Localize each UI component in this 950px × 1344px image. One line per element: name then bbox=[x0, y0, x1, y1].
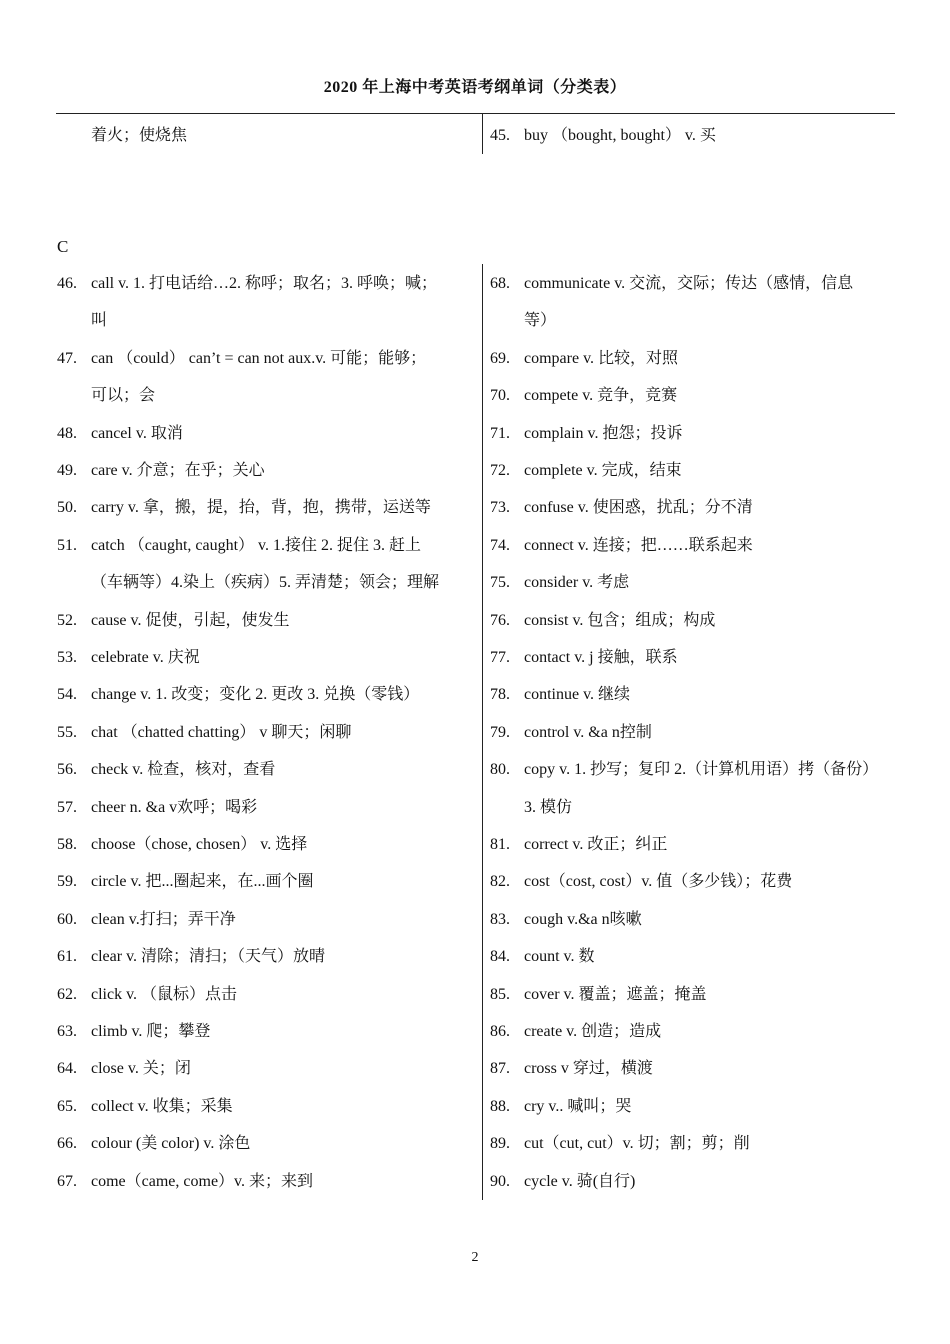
entry-text: continue v. 继续 bbox=[524, 686, 631, 704]
entry-text: collect v. 收集；采集 bbox=[91, 1097, 233, 1115]
entry-text: confuse v. 使困惑，扰乱；分不清 bbox=[524, 499, 753, 517]
entry-number: 56. bbox=[57, 761, 77, 779]
page-title: 2020 年上海中考英语考纲单词（分类表） bbox=[323, 79, 627, 96]
entry-number: 80. bbox=[490, 761, 510, 779]
entry-text: correct v. 改正；纠正 bbox=[524, 836, 668, 853]
entry-number: 46. bbox=[57, 275, 77, 292]
entry-number: 58. bbox=[57, 836, 77, 853]
entry-text: cycle v. 骑(自行) bbox=[524, 1172, 636, 1190]
entry-number: 79. bbox=[490, 723, 510, 741]
entry-text: choose（chose, chosen） v. 选择 bbox=[91, 836, 308, 853]
entry-number: 69. bbox=[490, 349, 510, 367]
entry-text: clean v.打扫；弄干净 bbox=[91, 910, 236, 928]
entry-text: can （could） can’t = can not aux.v. 可能；能够； bbox=[91, 349, 427, 367]
entry-number: 52. bbox=[57, 611, 77, 629]
entry-text: check v. 检查，核对，查看 bbox=[91, 761, 276, 779]
entry-number: 59. bbox=[57, 873, 77, 891]
entry-number: 68. bbox=[490, 275, 510, 292]
entry-text: cause v. 促使，引起，使发生 bbox=[91, 611, 290, 629]
entry-text: consider v. 考虑 bbox=[524, 574, 630, 592]
entry-text: cost（cost, cost）v. 值（多少钱）；花费 bbox=[524, 873, 793, 891]
entry-text-continued: 3. 模仿 bbox=[524, 798, 573, 816]
entry-number: 67. bbox=[57, 1172, 77, 1190]
entry-number: 45. bbox=[490, 127, 510, 144]
entry-number: 65. bbox=[57, 1097, 77, 1115]
entry-text: cross v 穿过，横渡 bbox=[524, 1060, 653, 1078]
entry-text: connect v. 连接；把……联系起来 bbox=[524, 536, 753, 554]
entry-text: cry v.. 喊叫；哭 bbox=[524, 1097, 632, 1115]
entry-text: complain v. 抱怨；投诉 bbox=[524, 424, 683, 442]
entry-text: cover v. 覆盖；遮盖；掩盖 bbox=[524, 985, 707, 1003]
entry-text-continued: 叫 bbox=[91, 312, 108, 330]
entry-number: 85. bbox=[490, 985, 510, 1003]
entry-number: 51. bbox=[57, 536, 77, 554]
entry-text: compare v. 比较，对照 bbox=[524, 349, 679, 367]
entry-number: 81. bbox=[490, 836, 510, 853]
entry-number: 78. bbox=[490, 686, 510, 704]
entry-text: catch （caught, caught） v. 1.接住 2. 捉住 3. 赶上 bbox=[91, 536, 422, 554]
entry-text: create v. 创造；造成 bbox=[524, 1023, 662, 1040]
entry-text: care v. 介意；在乎；关心 bbox=[91, 462, 265, 479]
entry-number: 48. bbox=[57, 424, 77, 442]
entry-number: 50. bbox=[57, 499, 77, 517]
entry-text-continued: （车辆等）4.染上（疾病）5. 弄清楚；领会；理解 bbox=[91, 574, 440, 592]
section-letter: C bbox=[57, 237, 69, 256]
entry-text: carry v. 拿，搬，提，抬，背，抱，携带，运送等 bbox=[91, 499, 431, 517]
entry-text: come（came, come）v. 来；来到 bbox=[91, 1172, 314, 1190]
entry-number: 84. bbox=[490, 948, 510, 966]
entry-text: complete v. 完成，结束 bbox=[524, 462, 682, 479]
entry-text: colour (美 color) v. 涂色 bbox=[91, 1135, 251, 1153]
entry-text: control v. &a n控制 bbox=[524, 723, 652, 741]
entry-number: 77. bbox=[490, 649, 510, 666]
entry-text: chat （chatted chatting） v 聊天；闲聊 bbox=[91, 723, 352, 741]
column-divider-main bbox=[482, 264, 483, 1200]
entry-number: 75. bbox=[490, 574, 510, 592]
entry-number: 62. bbox=[57, 985, 77, 1003]
entry-text: compete v. 竞争，竞赛 bbox=[524, 387, 678, 405]
entry-number: 86. bbox=[490, 1023, 510, 1040]
entry-text: copy v. 1. 抄写；复印 2.（计算机用语）拷（备份） bbox=[524, 761, 879, 779]
entry-text: contact v. j 接触，联系 bbox=[524, 649, 678, 666]
entry-text: climb v. 爬；攀登 bbox=[91, 1023, 211, 1040]
entry-text: close v. 关；闭 bbox=[91, 1060, 191, 1078]
entry-number: 64. bbox=[57, 1060, 77, 1078]
entry-number: 82. bbox=[490, 873, 510, 891]
page-number: 2 bbox=[471, 1250, 479, 1265]
column-divider-top bbox=[482, 114, 483, 154]
entry-text: cheer n. &a v欢呼；喝彩 bbox=[91, 798, 258, 816]
continuation-text: 着火；使烧焦 bbox=[91, 127, 188, 144]
entry-number: 60. bbox=[57, 910, 77, 928]
entry-text: communicate v. 交流，交际；传达（感情，信息 bbox=[524, 275, 854, 292]
entry-number: 76. bbox=[490, 611, 510, 629]
entry-number: 89. bbox=[490, 1135, 510, 1153]
entry-number: 54. bbox=[57, 686, 77, 704]
entry-text: celebrate v. 庆祝 bbox=[91, 649, 200, 666]
entry-text-continued: 等） bbox=[524, 312, 557, 330]
entry-text: clear v. 清除；清扫；（天气）放晴 bbox=[91, 948, 326, 966]
entry-number: 47. bbox=[57, 349, 77, 367]
entry-text: call v. 1. 打电话给…2. 称呼；取名；3. 呼唤；喊； bbox=[91, 275, 438, 292]
entry-number: 57. bbox=[57, 798, 77, 816]
entry-number: 72. bbox=[490, 462, 510, 479]
entry-text: count v. 数 bbox=[524, 948, 595, 966]
entry-number: 66. bbox=[57, 1135, 77, 1153]
entry-number: 88. bbox=[490, 1097, 510, 1115]
entry-text: cough v.&a n咳嗽 bbox=[524, 910, 642, 928]
header-rule bbox=[56, 113, 895, 114]
entry-number: 73. bbox=[490, 499, 510, 517]
entry-text: click v. （鼠标）点击 bbox=[91, 985, 238, 1003]
entry-number: 74. bbox=[490, 536, 510, 554]
entry-number: 53. bbox=[57, 649, 77, 666]
entry-number: 71. bbox=[490, 424, 510, 442]
entry-text: cut（cut, cut）v. 切；割；剪；削 bbox=[524, 1135, 750, 1153]
entry-number: 63. bbox=[57, 1023, 77, 1040]
entry-text: consist v. 包含；组成；构成 bbox=[524, 611, 716, 629]
entry-text: cancel v. 取消 bbox=[91, 424, 183, 442]
entry-text: change v. 1. 改变；变化 2. 更改 3. 兑换（零钱） bbox=[91, 686, 420, 704]
entry-number: 49. bbox=[57, 462, 77, 479]
entry-text: circle v. 把...圈起来，在...画个圈 bbox=[91, 873, 314, 891]
entry-number: 61. bbox=[57, 948, 77, 966]
entry-text-continued: 可以；会 bbox=[91, 387, 156, 405]
entry-number: 83. bbox=[490, 910, 510, 928]
entry-number: 90. bbox=[490, 1172, 510, 1190]
entry-text: buy （bought, bought） v. 买 bbox=[524, 127, 716, 144]
entry-number: 87. bbox=[490, 1060, 510, 1078]
entry-number: 55. bbox=[57, 723, 77, 741]
entry-number: 70. bbox=[490, 387, 510, 405]
